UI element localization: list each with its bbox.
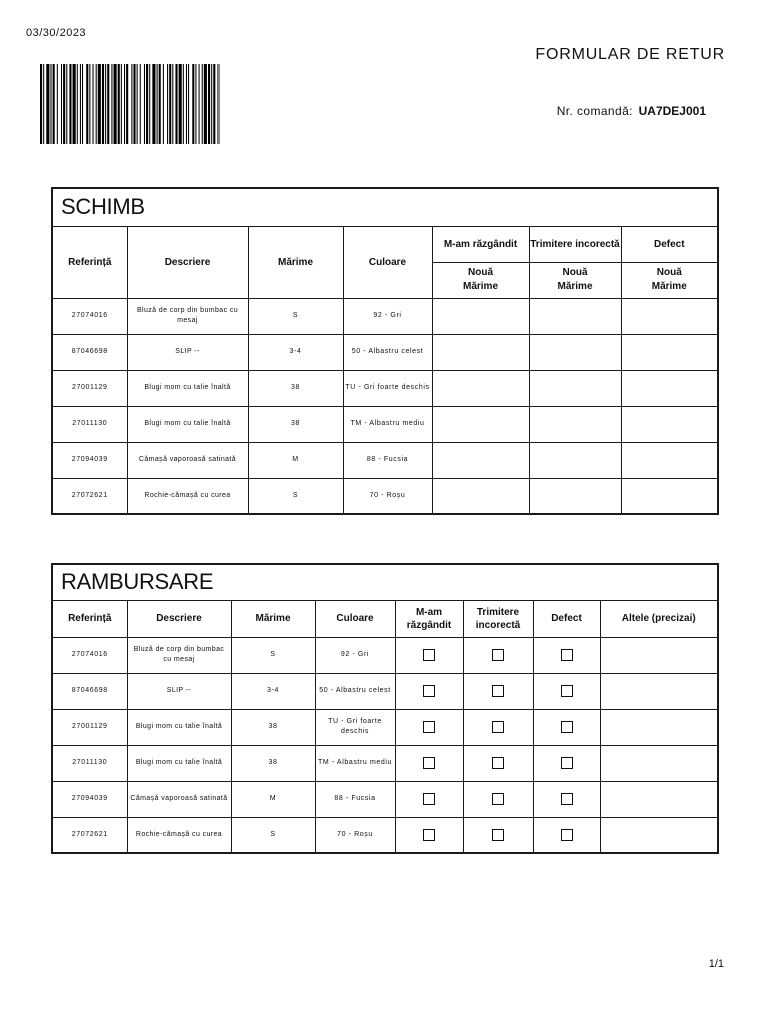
col-header-ref: Referință (52, 600, 127, 637)
col-header-desc: Descriere (127, 226, 248, 298)
checkbox-icon[interactable] (423, 685, 435, 697)
changed-mind-checkbox-cell[interactable] (395, 637, 463, 673)
other-reason-field[interactable] (600, 817, 718, 853)
item-desc: Bluză de corp din bumbac cu mesaj (127, 298, 248, 334)
col-header-other: Altele (precizai) (600, 600, 718, 637)
item-ref: 27074016 (52, 637, 127, 673)
order-number-label: Nr. comandă: (556, 104, 633, 118)
defect-checkbox-cell[interactable] (533, 817, 600, 853)
item-desc: Rochie-cămașă cu curea (127, 478, 248, 514)
item-ref: 27001129 (52, 370, 127, 406)
refund-table (51, 563, 719, 854)
order-number-value: UA7DEJ001 (638, 104, 706, 118)
col-header-defect: Defect (533, 600, 600, 637)
checkbox-icon[interactable] (492, 685, 504, 697)
item-ref: 27011130 (52, 745, 127, 781)
new-size-defect-field[interactable] (621, 406, 718, 442)
item-color: 50 - Albastru celest (315, 673, 395, 709)
checkbox-icon[interactable] (492, 649, 504, 661)
table-row (52, 334, 718, 370)
checkbox-icon[interactable] (423, 649, 435, 661)
form-title: FORMULAR DE RETUR (535, 46, 725, 63)
item-color: 88 - Fucsia (343, 442, 432, 478)
new-size-wrong-shipment-field[interactable] (529, 442, 621, 478)
item-size: 38 (248, 370, 343, 406)
new-size-header: Nouă Mărime (529, 262, 621, 298)
table-row (52, 442, 718, 478)
changed-mind-checkbox-cell[interactable] (395, 817, 463, 853)
col-header-desc: Descriere (127, 600, 231, 637)
item-desc: Cămașă vaporoasă satinată (127, 442, 248, 478)
new-size-defect-field[interactable] (621, 442, 718, 478)
table-row (52, 637, 718, 673)
checkbox-icon[interactable] (492, 757, 504, 769)
checkbox-icon[interactable] (561, 829, 573, 841)
changed-mind-checkbox-cell[interactable] (395, 673, 463, 709)
new-size-defect-field[interactable] (621, 478, 718, 514)
checkbox-icon[interactable] (561, 649, 573, 661)
new-size-changed-mind-field[interactable] (432, 406, 529, 442)
item-ref: 27011130 (52, 406, 127, 442)
page-number: 1/1 (708, 958, 724, 970)
new-size-header: Nouă Mărime (621, 262, 718, 298)
exchange-table (51, 187, 719, 515)
checkbox-icon[interactable] (561, 685, 573, 697)
order-number-line (557, 104, 706, 118)
wrong-shipment-checkbox-cell[interactable] (463, 637, 533, 673)
new-size-wrong-shipment-field[interactable] (529, 298, 621, 334)
item-ref: 27094039 (52, 781, 127, 817)
defect-checkbox-cell[interactable] (533, 781, 600, 817)
item-color: TM - Albastru mediu (343, 406, 432, 442)
new-size-header: Nouă Mărime (432, 262, 529, 298)
item-size: S (231, 817, 315, 853)
table-row (52, 781, 718, 817)
checkbox-icon[interactable] (492, 829, 504, 841)
wrong-shipment-checkbox-cell[interactable] (463, 673, 533, 709)
item-color: 92 - Gri (343, 298, 432, 334)
new-size-wrong-shipment-field[interactable] (529, 334, 621, 370)
col-header-wrong-shipment: Trimitere incorectă (529, 226, 621, 262)
item-size: M (231, 781, 315, 817)
item-size: S (231, 637, 315, 673)
new-size-changed-mind-field[interactable] (432, 298, 529, 334)
table-row (52, 745, 718, 781)
table-row (52, 406, 718, 442)
checkbox-icon[interactable] (561, 793, 573, 805)
wrong-shipment-checkbox-cell[interactable] (463, 709, 533, 745)
col-header-changed-mind: M-am răzgândit (395, 600, 463, 637)
new-size-defect-field[interactable] (621, 334, 718, 370)
col-header-ref: Referință (52, 226, 127, 298)
item-size: S (248, 478, 343, 514)
checkbox-icon[interactable] (561, 721, 573, 733)
item-desc: Blugi mom cu talie înaltă (127, 709, 231, 745)
changed-mind-checkbox-cell[interactable] (395, 781, 463, 817)
table-row (52, 709, 718, 745)
new-size-changed-mind-field[interactable] (432, 334, 529, 370)
table-row (52, 478, 718, 514)
item-desc: Blugi mom cu talie înaltă (127, 745, 231, 781)
item-color: 88 - Fucsia (315, 781, 395, 817)
col-header-defect: Defect (621, 226, 718, 262)
new-size-wrong-shipment-field[interactable] (529, 406, 621, 442)
item-desc: Cămașă vaporoasă satinată (127, 781, 231, 817)
item-ref: 27094039 (52, 442, 127, 478)
table-row (52, 673, 718, 709)
item-desc: Blugi mom cu talie înaltă (127, 406, 248, 442)
changed-mind-checkbox-cell[interactable] (395, 745, 463, 781)
col-header-wrong-shipment: Trimitere incorectă (463, 600, 533, 637)
item-size: 38 (231, 745, 315, 781)
item-color: TU - Gri foarte deschis (343, 370, 432, 406)
new-size-wrong-shipment-field[interactable] (529, 478, 621, 514)
changed-mind-checkbox-cell[interactable] (395, 709, 463, 745)
item-desc: Bluză de corp din bumbac cu mesaj (127, 637, 231, 673)
col-header-size: Mărime (248, 226, 343, 298)
other-reason-field[interactable] (600, 745, 718, 781)
item-size: 38 (248, 406, 343, 442)
new-size-defect-field[interactable] (621, 298, 718, 334)
item-desc: SLIP -- (127, 673, 231, 709)
new-size-changed-mind-field[interactable] (432, 478, 529, 514)
wrong-shipment-checkbox-cell[interactable] (463, 745, 533, 781)
exchange-section-title: SCHIMB (52, 188, 718, 226)
new-size-defect-field[interactable] (621, 370, 718, 406)
checkbox-icon[interactable] (423, 721, 435, 733)
col-header-color: Culoare (315, 600, 395, 637)
item-ref: 87046698 (52, 673, 127, 709)
checkbox-icon[interactable] (423, 757, 435, 769)
item-ref: 87046698 (52, 334, 127, 370)
table-row (52, 298, 718, 334)
wrong-shipment-checkbox-cell[interactable] (463, 781, 533, 817)
col-header-size: Mărime (231, 600, 315, 637)
item-ref: 27001129 (52, 709, 127, 745)
col-header-changed-mind: M-am răzgândit (432, 226, 529, 262)
table-row (52, 817, 718, 853)
defect-checkbox-cell[interactable] (533, 745, 600, 781)
item-color: 70 - Roșu (315, 817, 395, 853)
document-date: 03/30/2023 (26, 27, 87, 39)
item-ref: 27074016 (52, 298, 127, 334)
item-ref: 27072621 (52, 478, 127, 514)
other-reason-field[interactable] (600, 709, 718, 745)
item-desc: Blugi mom cu talie înaltă (127, 370, 248, 406)
wrong-shipment-checkbox-cell[interactable] (463, 817, 533, 853)
new-size-wrong-shipment-field[interactable] (529, 370, 621, 406)
checkbox-icon[interactable] (561, 757, 573, 769)
item-color: TU - Gri foarte deschis (315, 709, 395, 745)
refund-section-title: RAMBURSARE (52, 564, 718, 600)
item-size: 38 (231, 709, 315, 745)
checkbox-icon[interactable] (423, 829, 435, 841)
col-header-color: Culoare (343, 226, 432, 298)
defect-checkbox-cell[interactable] (533, 637, 600, 673)
checkbox-icon[interactable] (492, 793, 504, 805)
table-row (52, 370, 718, 406)
checkbox-icon[interactable] (423, 793, 435, 805)
item-color: 50 - Albastru celest (343, 334, 432, 370)
item-desc: Rochie-cămașă cu curea (127, 817, 231, 853)
defect-checkbox-cell[interactable] (533, 673, 600, 709)
other-reason-field[interactable] (600, 637, 718, 673)
new-size-changed-mind-field[interactable] (432, 370, 529, 406)
item-desc: SLIP -- (127, 334, 248, 370)
item-size: 3-4 (248, 334, 343, 370)
item-size: M (248, 442, 343, 478)
item-size: S (248, 298, 343, 334)
item-color: 92 - Gri (315, 637, 395, 673)
item-ref: 27072621 (52, 817, 127, 853)
barcode-icon (40, 64, 220, 144)
defect-checkbox-cell[interactable] (533, 709, 600, 745)
item-color: 70 - Roșu (343, 478, 432, 514)
new-size-changed-mind-field[interactable] (432, 442, 529, 478)
item-size: 3-4 (231, 673, 315, 709)
other-reason-field[interactable] (600, 781, 718, 817)
other-reason-field[interactable] (600, 673, 718, 709)
checkbox-icon[interactable] (492, 721, 504, 733)
item-color: TM - Albastru mediu (315, 745, 395, 781)
